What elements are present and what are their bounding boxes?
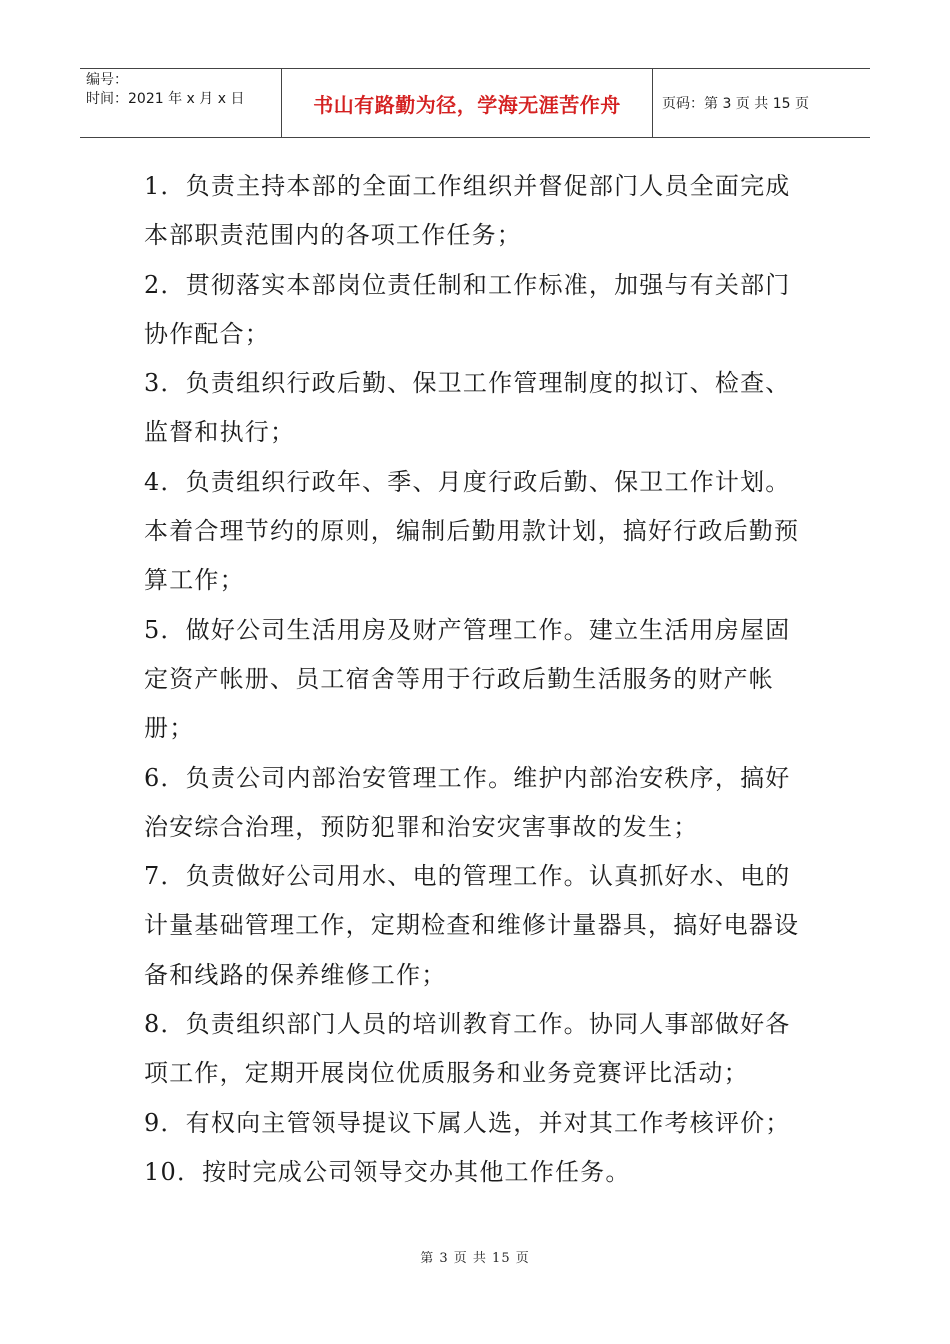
document-date: 时间：2021 年 x 月 x 日 — [86, 91, 245, 107]
document-header — [80, 68, 870, 138]
header-meta — [80, 69, 282, 137]
list-item: 5．做好公司生活用房及财产管理工作。建立生活用房屋固定资产帐册、员工宿舍等用于行政后勤生活服务的财产帐册； — [144, 615, 791, 743]
list-item: 8．负责组织部门人员的培训教育工作。协同人事部做好各项工作，定期开展岗位优质服务和业务竞赛评比活动； — [144, 1010, 791, 1088]
list-item: 2．贯彻落实本部岗位责任制和工作标准，加强与有关部门协作配合； — [144, 270, 791, 348]
list-item: 9．有权向主管领导提议下属人选，并对其工作考核评价； — [144, 1108, 791, 1137]
list-item: 10．按时完成公司领导交办其他工作任务。 — [144, 1157, 631, 1186]
list-item: 3．负责组织行政后勤、保卫工作管理制度的拟订、检查、监督和执行； — [144, 369, 791, 447]
list-item: 4．负责组织行政年、季、月度行政后勤、保卫工作计划。本着合理节约的原则，编制后勤用款计划，搞好行政后勤预算工作； — [144, 467, 800, 595]
page-footer: 第 3 页 共 15 页 — [420, 1251, 530, 1266]
document-number-label: 编号： — [86, 72, 128, 88]
header-page-info: 页码：第 3 页 共 15 页 — [662, 96, 809, 112]
document-body — [144, 162, 804, 1197]
list-item: 1．负责主持本部的全面工作组织并督促部门人员全面完成本部职责范围内的各项工作任务； — [144, 172, 791, 250]
list-item: 6．负责公司内部治安管理工作。维护内部治安秩序，搞好治安综合治理，预防犯罪和治安灾害事故的发生； — [144, 763, 791, 841]
list-item: 7．负责做好公司用水、电的管理工作。认真抓好水、电的计量基础管理工作，定期检查和维修计量器具，搞好电器设备和线路的保养维修工作； — [144, 862, 800, 989]
header-motto: 书山有路勤为径，学海无涯苦作舟 — [282, 69, 653, 137]
